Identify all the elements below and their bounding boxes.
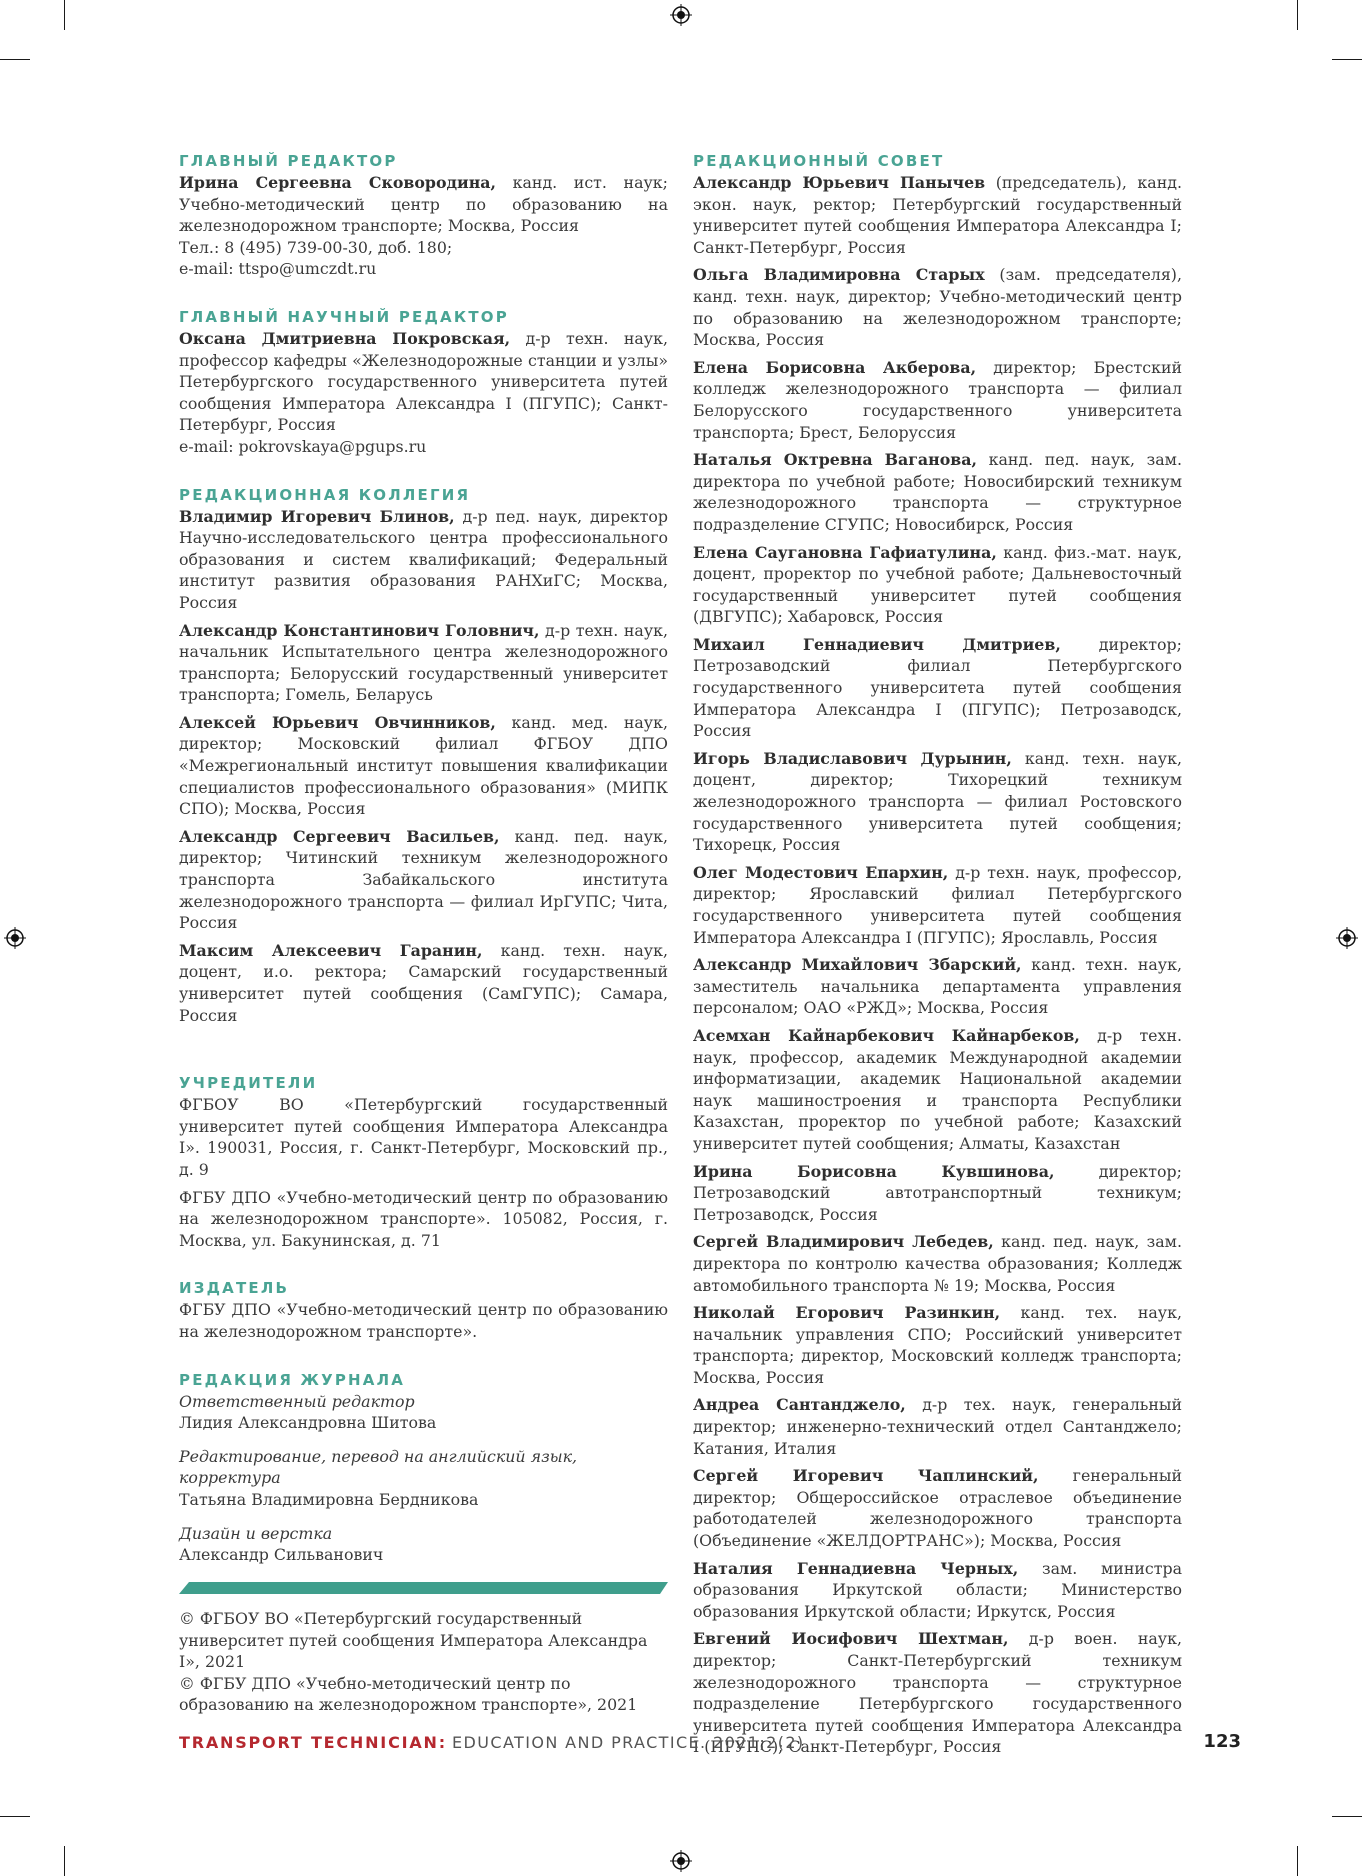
section-heading: ГЛАВНЫЙ РЕДАКТОР bbox=[179, 152, 398, 170]
person-name: Николай Егорович Разинкин, bbox=[693, 1303, 1001, 1323]
council-member bbox=[693, 1558, 1182, 1623]
person-name: Асемхан Кайнарбекович Кайнарбеков, bbox=[693, 1025, 1080, 1045]
section-heading: УЧРЕДИТЕЛИ bbox=[179, 1074, 318, 1093]
council-member bbox=[693, 264, 1182, 350]
staff-role bbox=[179, 1446, 668, 1511]
founders-section bbox=[179, 1072, 668, 1251]
role-title: Дизайн и верстка bbox=[179, 1523, 333, 1543]
registration-mark-icon bbox=[670, 1850, 692, 1872]
person-details: канд. техн. наук, доцент, директор; Тихорецкий техникум железнодорожного транспорта — филиал Ростовского государственного университета путей сообщения; Тихорецк, Россия bbox=[693, 748, 1182, 855]
journal-brand: TRANSPORT TECHNICIAN: bbox=[179, 1733, 447, 1752]
person-name: Андреа Сантанджело, bbox=[693, 1395, 906, 1415]
person-name: Олег Модестович Епархин, bbox=[693, 862, 949, 882]
person-details: директор; Петрозаводский филиал Петербургского государственного университета путей сообщения Императора Александра I (ПГУПС); Петрозаводск, Россия bbox=[693, 634, 1182, 741]
role-person: Лидия Александровна Шитова bbox=[179, 1413, 437, 1433]
council-member bbox=[693, 1161, 1182, 1226]
staff-role bbox=[179, 1523, 668, 1566]
role-person: Александр Сильванович bbox=[179, 1545, 384, 1565]
person-name: Александр Сергеевич Васильев, bbox=[179, 826, 500, 846]
person-name: Евгений Иосифович Шехтман, bbox=[693, 1629, 1009, 1649]
editorial-staff-section bbox=[179, 1369, 668, 1566]
person-name: Оксана Дмитриевна Покровская, bbox=[179, 328, 511, 348]
email-link[interactable]: e-mail: pokrovskaya@pgups.ru bbox=[179, 436, 427, 456]
council-member bbox=[693, 748, 1182, 856]
email-link[interactable]: e-mail: ttspo@umczdt.ru bbox=[179, 259, 377, 279]
council-member bbox=[693, 954, 1182, 1019]
crop-mark bbox=[64, 1846, 65, 1876]
founder-item: ФГБОУ ВО «Петербургский государственный университет путей сообщения Императора Александра I». 190031, Россия, г. Санкт-Петербург, Московский пр., д. 9 bbox=[179, 1095, 668, 1179]
person-details: директор; Петрозаводский автотранспортный техникум; Петрозаводск, Россия bbox=[693, 1161, 1182, 1224]
registration-mark-icon bbox=[1336, 927, 1358, 949]
crop-mark bbox=[0, 59, 30, 60]
person-name: Сергей Владимирович Лебедев, bbox=[693, 1232, 994, 1252]
council-member bbox=[693, 172, 1182, 258]
person-name: Ирина Сергеевна Сковородина, bbox=[179, 173, 497, 192]
role-title: Ответственный редактор bbox=[179, 1391, 415, 1411]
person-name: Елена Борисовна Акберова, bbox=[693, 357, 977, 377]
person-details: канд. пед. наук, зам. директора по учебной работе; Новосибирский техникум железнодорожного транспорта — структурное подразделение СГУПС; Новосибирск, Россия bbox=[693, 450, 1182, 534]
person-details: зам. министра образования Иркутской области; Министерство образования Иркутской области; Иркутск, Россия bbox=[693, 1558, 1183, 1621]
person-details: д-р техн. наук, профессор, академик Международной академии информатизации, академик Национальной академии наук машиностроения и транспорта Республики Казахстан, проректор по учебной работе; Казахский университет путей сообщения; Алматы, Казахстан bbox=[693, 1025, 1182, 1153]
board-member bbox=[179, 620, 668, 706]
crop-mark bbox=[0, 1816, 30, 1817]
science-editor-section bbox=[179, 306, 668, 458]
registration-mark-icon bbox=[4, 927, 26, 949]
role-person: Татьяна Владимировна Бердникова bbox=[179, 1489, 479, 1509]
person-details: канд. ист. наук; Учебно-методический центр по образованию на железнодорожном транспорте; Москва, Россия bbox=[179, 173, 668, 236]
council-member bbox=[693, 862, 1182, 948]
person-details: канд. техн. наук, доцент, и.о. ректора; Самарский государственный университет путей сообщения (СамГУПС); Самара, Россия bbox=[179, 940, 668, 1025]
person-name: Сергей Игоревич Чаплинский, bbox=[693, 1466, 1039, 1486]
chief-editor-entry bbox=[179, 172, 668, 280]
person-name: Алексей Юрьевич Овчинников, bbox=[179, 712, 496, 732]
decorative-bar bbox=[179, 1582, 668, 1594]
founder-item: ФГБУ ДПО «Учебно-методический центр по образованию на железнодорожном транспорте». 105082, Россия, г. Москва, ул. Бакунинская, д. 71 bbox=[179, 1187, 668, 1250]
board-member bbox=[179, 712, 668, 820]
person-details: д-р техн. наук, профессор кафедры «Железнодорожные станции и узлы» Петербургского государственного университета путей сообщения Императора Александра I (ПГУПС); Санкт-Петербург, Россия bbox=[179, 328, 668, 435]
person-name: Максим Алексеевич Гаранин, bbox=[179, 940, 483, 960]
person-name: Александр Михайлович Збарский, bbox=[693, 955, 1022, 975]
board-member bbox=[179, 940, 668, 1026]
person-details: директор; Брестский колледж железнодорожного транспорта — филиал Белорусского государственного университета транспорта; Брест, Белоруссия bbox=[693, 357, 1182, 442]
person-name: Наталия Геннадиевна Черных, bbox=[693, 1558, 1019, 1578]
page-footer bbox=[179, 1733, 1241, 1757]
copyright-line: © ФГБОУ ВО «Петербургский государственный университет путей сообщения Императора Александра I», 2021 bbox=[179, 1609, 648, 1672]
person-name: Михаил Геннадиевич Дмитриев, bbox=[693, 634, 1061, 654]
crop-mark bbox=[1332, 59, 1362, 60]
section-heading: РЕДАКЦИОННАЯ КОЛЛЕГИЯ bbox=[179, 485, 471, 504]
board-member bbox=[179, 826, 668, 934]
editorial-board-section bbox=[179, 484, 668, 1027]
person-name: Владимир Игоревич Блинов, bbox=[179, 506, 455, 526]
role-title: Редактирование, перевод на английский язык, корректура bbox=[179, 1446, 578, 1488]
phone-text: Тел.: 8 (495) 739-00-30, доб. 180; bbox=[179, 237, 453, 257]
publisher-section bbox=[179, 1277, 668, 1342]
person-details: (зам. председателя), канд. техн. наук, директор; Учебно-методический центр по образованию на железнодорожном транспорте; Москва, Россия bbox=[693, 265, 1182, 350]
section-heading: ГЛАВНЫЙ НАУЧНЫЙ РЕДАКТОР bbox=[179, 307, 509, 326]
person-details: канд. мед. наук, директор; Московский филиал ФГБОУ ДПО «Межрегиональный институт повышения квалификации специалистов профессионального образования» (МИПК СПО); Москва, Россия bbox=[179, 712, 668, 819]
crop-mark bbox=[1332, 1816, 1362, 1817]
left-column bbox=[179, 150, 668, 1566]
page-number: 123 bbox=[1203, 1731, 1241, 1752]
person-details: д-р воен. наук, директор; Санкт-Петербургский техникум железнодорожного транспорта — структурное подразделение Петербургского государственного университета путей сообщения Императора Александра I (ПГУПС); Санкт-Петербург, Россия bbox=[693, 1629, 1182, 1757]
crop-mark bbox=[1297, 0, 1298, 30]
person-details: канд. пед. наук, зам. директора по контролю качества образования; Колледж автомобильного транспорта № 19; Москва, Россия bbox=[693, 1232, 1182, 1295]
right-column bbox=[693, 150, 1182, 1758]
copyright-line: © ФГБУ ДПО «Учебно-методический центр по образованию на железнодорожном транспорте», 2021 bbox=[179, 1673, 638, 1715]
registration-mark-icon bbox=[670, 4, 692, 26]
board-member bbox=[179, 506, 668, 614]
staff-role bbox=[179, 1391, 668, 1434]
council-member bbox=[693, 449, 1182, 535]
council-member bbox=[693, 1231, 1182, 1296]
person-name: Игорь Владиславович Дурынин, bbox=[693, 748, 1012, 768]
council-member bbox=[693, 1394, 1182, 1459]
journal-issue: EDUCATION AND PRACTICE. 2021;2(2) bbox=[452, 1733, 805, 1752]
person-details: канд. тех. наук, начальник управления СПО; Российский университет транспорта; директор, Московский колледж транспорта; Москва, Россия bbox=[693, 1303, 1182, 1387]
copyright-block bbox=[179, 1608, 668, 1716]
person-name: Александр Юрьевич Панычев bbox=[693, 173, 986, 192]
person-details: д-р техн. наук, профессор, директор; Ярославский филиал Петербургского государственного университета путей сообщения Императора Александра I (ПГУПС); Ярославль, Россия bbox=[693, 862, 1182, 947]
council-member bbox=[693, 1465, 1182, 1551]
person-name: Елена Саугановна Гафиатулина, bbox=[693, 542, 997, 562]
person-details: (председатель), канд. экон. наук, ректор; Петербургский государственный университет путей сообщения Императора Александра I; Санкт-Петербург, Россия bbox=[693, 173, 1182, 257]
chief-editor-section bbox=[179, 150, 668, 280]
section-heading: РЕДАКЦИЯ ЖУРНАЛА bbox=[179, 1370, 406, 1389]
council-member bbox=[693, 634, 1182, 742]
person-name: Ирина Борисовна Кувшинова, bbox=[693, 1161, 1055, 1181]
section-heading: ИЗДАТЕЛЬ bbox=[179, 1279, 290, 1298]
science-editor-entry bbox=[179, 328, 668, 458]
person-details: генеральный директор; Общероссийское отраслевое объединение работодателей железнодорожного транспорта (Объединение «ЖЕЛДОРТРАНС»); Москва, Россия bbox=[693, 1466, 1182, 1551]
person-name: Ольга Владимировна Старых bbox=[693, 265, 985, 285]
section-heading: РЕДАКЦИОННЫЙ СОВЕТ bbox=[693, 152, 945, 170]
person-name: Наталья Октревна Ваганова, bbox=[693, 450, 977, 470]
council-member bbox=[693, 357, 1182, 443]
person-details: д-р тех. наук, генеральный директор; инженерно-технический отдел Сантанджело; Катания, Италия bbox=[693, 1395, 1182, 1458]
person-details: канд. техн. наук, заместитель начальника департамента управления персоналом; ОАО «РЖД»; Москва, Россия bbox=[693, 955, 1182, 1018]
person-name: Александр Константинович Головнич, bbox=[179, 620, 540, 640]
council-member bbox=[693, 1025, 1182, 1155]
council-member bbox=[693, 1302, 1182, 1388]
person-details: д-р техн. наук, начальник Испытательного центра железнодорожного транспорта; Белорусский государственный университет транспорта; Гомель, Беларусь bbox=[179, 620, 669, 705]
person-details: канд. пед. наук, директор; Читинский техникум железнодорожного транспорта Забайкальского института железнодорожного транспорта — филиал ИрГУПС; Чита, Россия bbox=[179, 826, 668, 933]
person-details: канд. физ.-мат. наук, доцент, проректор по учебной работе; Дальневосточный государственный университет путей сообщения (ДВГУПС); Хабаровск, Россия bbox=[693, 542, 1182, 627]
publisher-text: ФГБУ ДПО «Учебно-методический центр по образованию на железнодорожном транспорте». bbox=[179, 1300, 668, 1341]
council-member bbox=[693, 542, 1182, 628]
crop-mark bbox=[1297, 1846, 1298, 1876]
crop-mark bbox=[64, 0, 65, 30]
person-details: д-р пед. наук, директор Научно-исследовательского центра профессионального образования и систем квалификаций; Федеральный институт развития образования РАНХиГС; Москва, Россия bbox=[179, 506, 669, 612]
